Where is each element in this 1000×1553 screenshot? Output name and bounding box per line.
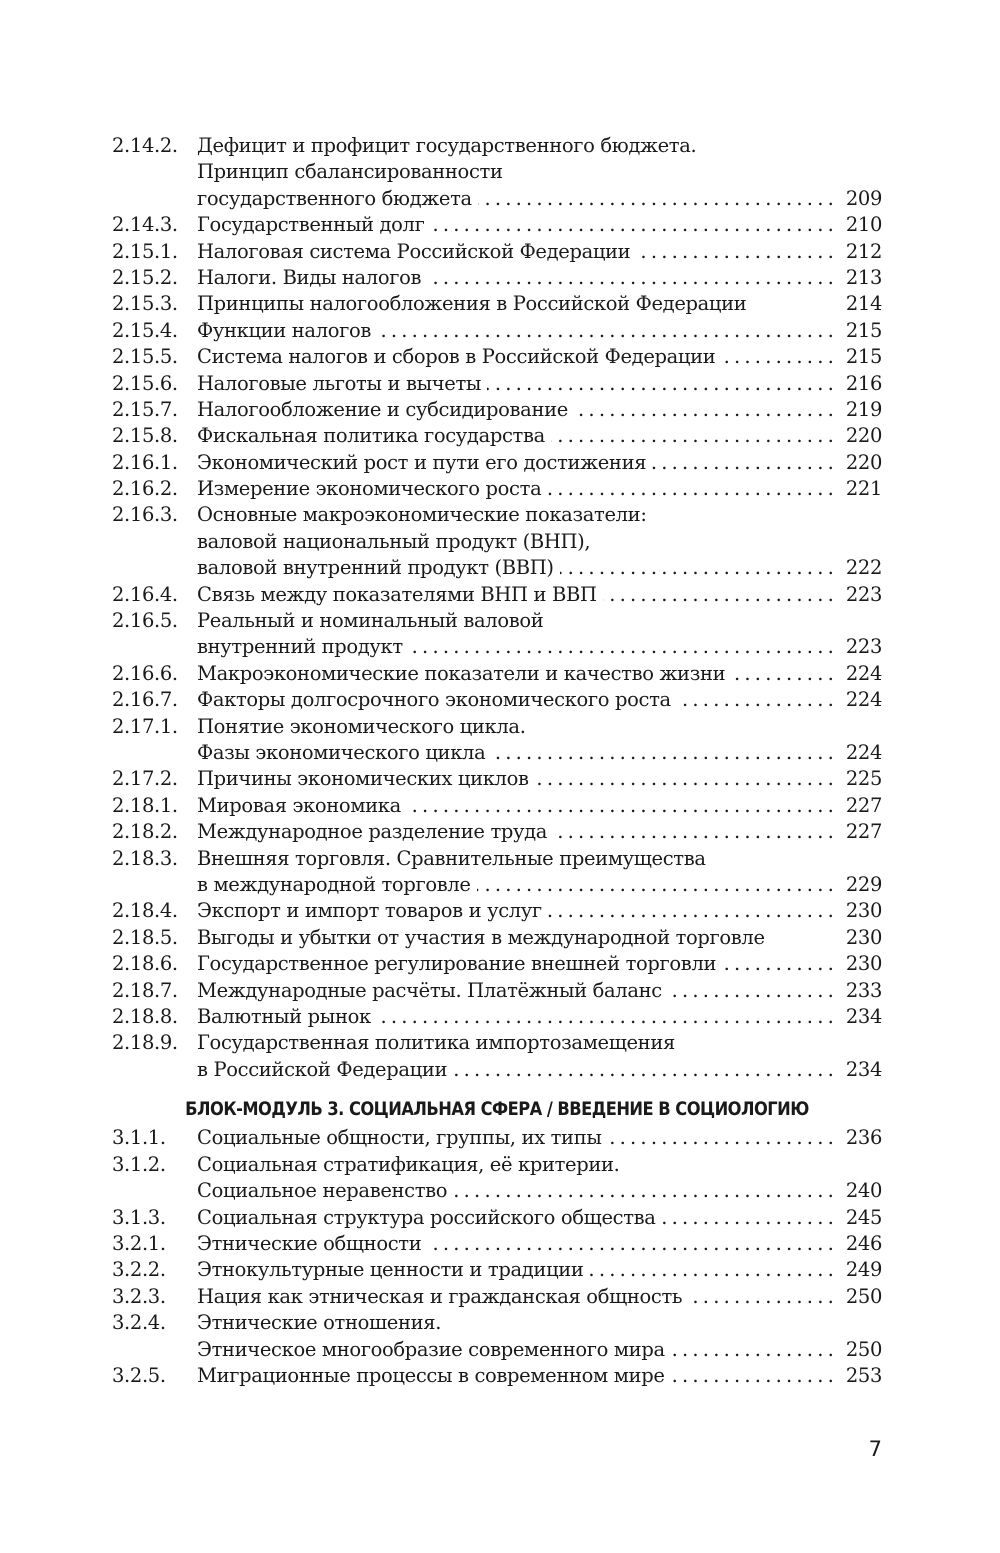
- toc-entry-title-wrap: [197, 634, 838, 660]
- dot-leader: [548, 898, 838, 924]
- toc-entry-title-wrap: [197, 898, 838, 924]
- toc-entry-title-wrap: [197, 502, 838, 528]
- toc-entry-line: [112, 1004, 882, 1030]
- toc-entry[interactable]: [112, 582, 882, 608]
- toc-entry-page: 245: [845, 1205, 882, 1229]
- toc-entry-title-wrap: [197, 1178, 838, 1204]
- toc-entry-page: 253: [845, 1363, 882, 1387]
- dot-leader: [427, 1231, 838, 1257]
- toc-entry-title: Принцип сбалансированности: [197, 159, 509, 185]
- toc-entry[interactable]: [112, 1030, 882, 1083]
- toc-entry-number: 3.2.2.: [112, 1258, 166, 1282]
- toc-entry-title: Миграционные процессы в современном мире: [197, 1363, 671, 1389]
- toc-entry-page: 223: [845, 635, 882, 659]
- dot-leader: [662, 1205, 838, 1231]
- dot-leader: [551, 423, 838, 449]
- toc-entry-title: валовой национальный продукт (ВНП),: [197, 529, 596, 555]
- toc-entry[interactable]: [112, 502, 882, 581]
- toc-entry-line: [112, 212, 882, 238]
- toc-entry-title-wrap: [197, 133, 838, 159]
- toc-entry-page: 227: [845, 793, 882, 817]
- toc-entry-number: 3.2.1.: [112, 1232, 166, 1256]
- dot-leader: [547, 476, 838, 502]
- toc-entry-page: 216: [845, 371, 882, 395]
- toc-entry[interactable]: [112, 476, 882, 502]
- toc-entry[interactable]: [112, 978, 882, 1004]
- toc-entry-line: [112, 978, 882, 1004]
- toc-entry-number: 2.15.3.: [112, 292, 178, 316]
- toc-entry-page: 220: [845, 450, 882, 474]
- toc-entry-title-wrap: [197, 978, 838, 1004]
- toc-entry-page: 230: [845, 925, 882, 949]
- toc-entry[interactable]: [112, 291, 882, 317]
- toc-entry-title-wrap: [197, 846, 838, 872]
- toc-entry[interactable]: [112, 344, 882, 370]
- toc-entry-number: 2.18.1.: [112, 793, 178, 817]
- toc-entry-title-wrap: [197, 450, 838, 476]
- dot-leader: [731, 661, 838, 687]
- toc-entry-line: [112, 925, 882, 951]
- dot-leader: [721, 344, 838, 370]
- toc-entry-title-wrap: [197, 1152, 838, 1178]
- toc-entry-title: Принципы налогообложения в Российской Федерации: [197, 291, 752, 317]
- toc-entry-page: 246: [845, 1232, 882, 1256]
- toc-entry-number: 2.16.5.: [112, 609, 178, 633]
- dot-leader: [377, 1004, 838, 1030]
- toc-entry-title: Функции налогов: [197, 318, 377, 344]
- toc-entry-line: [112, 186, 882, 212]
- toc-entry-title: Основные макроэкономические показатели:: [197, 502, 653, 528]
- toc-entry-number: 2.15.2.: [112, 265, 178, 289]
- toc-entry-line: [112, 634, 882, 660]
- toc-entry[interactable]: [112, 371, 882, 397]
- toc-entry-title: Государственная политика импортозамещения: [197, 1030, 681, 1056]
- toc-entry-number: 2.18.3.: [112, 846, 178, 870]
- toc-entry-title-wrap: [197, 661, 838, 687]
- toc-entry-page: 224: [845, 740, 882, 764]
- toc-entry-number: 3.1.1.: [112, 1126, 166, 1150]
- toc-entry-line: [112, 476, 882, 502]
- dot-leader: [636, 239, 838, 265]
- toc-entry-title-wrap: [197, 529, 838, 555]
- toc-entry[interactable]: [112, 318, 882, 344]
- toc-entry-number: 2.15.8.: [112, 424, 178, 448]
- toc-entry-page: 225: [845, 767, 882, 791]
- toc-entry-title: в Российской Федерации: [197, 1057, 453, 1083]
- toc-entry[interactable]: [112, 423, 882, 449]
- toc-entry-title-wrap: [197, 1057, 838, 1083]
- toc-entry-line: [112, 898, 882, 924]
- toc-entry-line: [112, 344, 882, 370]
- toc-entry-line: [112, 872, 882, 898]
- toc-entry-line: [112, 1284, 882, 1310]
- toc-entry-line: [112, 371, 882, 397]
- toc-entry-title-wrap: [197, 1363, 838, 1389]
- toc-entry-line: [112, 714, 882, 740]
- dot-leader: [453, 1057, 838, 1083]
- dot-leader: [487, 371, 838, 397]
- toc-entry[interactable]: [112, 608, 882, 661]
- page-number: 7: [868, 1437, 882, 1461]
- toc-entry[interactable]: [112, 239, 882, 265]
- toc-entry-number: 3.2.3.: [112, 1284, 166, 1308]
- toc-entry-page: 250: [845, 1337, 882, 1361]
- toc-entry-title-wrap: [197, 1257, 838, 1283]
- toc-entry-line: [112, 291, 882, 317]
- toc-entry-line: [112, 608, 882, 634]
- toc-entry-page: 215: [845, 318, 882, 342]
- toc-entry-title-wrap: [197, 555, 838, 581]
- toc-entry[interactable]: [112, 766, 882, 792]
- toc-entry-line: [112, 687, 882, 713]
- toc-entry-title: Международные расчёты. Платёжный баланс: [197, 978, 668, 1004]
- toc-entry-number: 2.18.7.: [112, 978, 178, 1002]
- dot-leader: [677, 687, 838, 713]
- toc-entry-number: 2.16.1.: [112, 450, 178, 474]
- toc-entry-title-wrap: [197, 397, 838, 423]
- toc-entry[interactable]: [112, 397, 882, 423]
- toc-entry[interactable]: [112, 450, 882, 476]
- toc-entry-number: 2.16.3.: [112, 503, 178, 527]
- toc-entry-title: Измерение экономического роста: [197, 476, 547, 502]
- toc-entry-line: [112, 582, 882, 608]
- toc-entry-page: 234: [845, 1004, 882, 1028]
- toc-entry-title: Фазы экономического цикла: [197, 740, 491, 766]
- toc-entry-line: [112, 1257, 882, 1283]
- toc-entry-page: 210: [845, 213, 882, 237]
- toc-entry-number: 2.15.5.: [112, 345, 178, 369]
- toc-entry[interactable]: [112, 898, 882, 924]
- toc-entry-page: 224: [845, 688, 882, 712]
- toc-entry-page: 220: [845, 424, 882, 448]
- toc-entry-title: Налоговые льготы и вычеты: [197, 371, 487, 397]
- toc-entry-title: Фискальная политика государства: [197, 423, 551, 449]
- toc-entry-page: 214: [845, 292, 882, 316]
- toc-entry-title-wrap: [197, 291, 838, 317]
- toc-entry-page: 224: [845, 661, 882, 685]
- toc-entry-number: 3.2.5.: [112, 1363, 166, 1387]
- toc-entry-line: [112, 133, 882, 159]
- toc-entry-title: Социальная стратификация, её критерии.: [197, 1152, 626, 1178]
- toc-entry[interactable]: [112, 1004, 882, 1030]
- toc-entry[interactable]: [112, 846, 882, 899]
- dot-leader: [560, 555, 838, 581]
- toc-entry-line: [112, 793, 882, 819]
- toc-entry-line: [112, 502, 882, 528]
- toc-entry-line: [112, 766, 882, 792]
- toc-entry-title-wrap: [197, 265, 838, 291]
- toc-entry-title: государственного бюджета: [197, 186, 478, 212]
- dot-leader: [671, 1337, 838, 1363]
- toc-entry[interactable]: [112, 925, 882, 951]
- toc-entry-number: 2.17.2.: [112, 767, 178, 791]
- toc-entry-title-wrap: [197, 872, 838, 898]
- toc-entry[interactable]: [112, 265, 882, 291]
- toc-entry-number: 2.15.7.: [112, 397, 178, 421]
- toc-entry-title-wrap: [197, 1231, 838, 1257]
- toc-entry-line: [112, 1030, 882, 1056]
- toc-entry-number: 2.18.4.: [112, 899, 178, 923]
- toc-entry-page: 234: [845, 1057, 882, 1081]
- toc-entry-page: 233: [845, 978, 882, 1002]
- toc-entry-title: Система налогов и сборов в Российской Федерации: [197, 344, 721, 370]
- dot-leader: [407, 793, 838, 819]
- toc-entry-page: 236: [845, 1126, 882, 1150]
- toc-entry-line: [112, 740, 882, 766]
- toc-entry-title-wrap: [197, 1337, 838, 1363]
- toc-entry-line: [112, 661, 882, 687]
- toc-entry-title: внутренний продукт: [197, 634, 409, 660]
- toc-entry[interactable]: [112, 951, 882, 977]
- toc-entry-title: Этнокультурные ценности и традиции: [197, 1257, 590, 1283]
- toc-entry-line: [112, 1205, 882, 1231]
- dot-leader: [671, 1363, 838, 1389]
- toc-entry-number: 2.15.4.: [112, 318, 178, 342]
- toc-entry-line: [112, 1337, 882, 1363]
- toc-entry-title-wrap: [197, 1205, 838, 1231]
- dot-leader: [409, 634, 838, 660]
- toc-entry-title: Этнические отношения.: [197, 1310, 447, 1336]
- toc-entry-number: 3.2.4.: [112, 1311, 166, 1335]
- toc-entry-line: [112, 1125, 882, 1151]
- toc-entry-line: [112, 1231, 882, 1257]
- toc-entry-title: Государственный долг: [197, 212, 430, 238]
- toc-entry[interactable]: [112, 793, 882, 819]
- dot-leader: [453, 1178, 838, 1204]
- toc-entry-page: 229: [845, 872, 882, 896]
- toc-entry-title-wrap: [197, 766, 838, 792]
- toc-entry-number: 2.14.3.: [112, 213, 178, 237]
- toc-entry-number: 2.15.1.: [112, 239, 178, 263]
- toc-entry[interactable]: [112, 1205, 882, 1231]
- toc-entry[interactable]: [112, 1152, 882, 1205]
- toc-entry-line: [112, 951, 882, 977]
- toc-entry-number: 3.1.2.: [112, 1152, 166, 1176]
- toc-entry-title: Социальная структура российского общества: [197, 1205, 662, 1231]
- toc-entry-title: Государственное регулирование внешней торговли: [197, 951, 722, 977]
- toc-entry-title-wrap: [197, 608, 838, 634]
- toc-entry-page: 209: [845, 186, 882, 210]
- toc-entry-title: Социальные общности, группы, их типы: [197, 1125, 608, 1151]
- dot-leader: [477, 872, 838, 898]
- toc-entry[interactable]: [112, 714, 882, 767]
- toc-entry-title: Выгоды и убытки от участия в международной торговле: [197, 925, 771, 951]
- toc-entry-title: Нация как этническая и гражданская общность: [197, 1284, 688, 1310]
- toc-entry-title-wrap: [197, 714, 838, 740]
- toc-entry-line: [112, 450, 882, 476]
- toc-entry-page: 240: [845, 1179, 882, 1203]
- toc-entry[interactable]: [112, 212, 882, 238]
- toc-entry-title-wrap: [197, 925, 838, 951]
- toc-entry-title-wrap: [197, 582, 838, 608]
- toc-entry-title: Налоговая система Российской Федерации: [197, 239, 636, 265]
- toc-entry-number: 2.16.7.: [112, 688, 178, 712]
- toc-entry-title: Международное разделение труда: [197, 819, 553, 845]
- toc-entry-line: [112, 529, 882, 555]
- section-heading: БЛОК-МОДУЛЬ 3. СОЦИАЛЬНАЯ СФЕРА / ВВЕДЕНИЕ В СОЦИОЛОГИЮ: [185, 1099, 809, 1121]
- toc-entry-number: 2.15.6.: [112, 371, 178, 395]
- toc-entry-number: 2.16.2.: [112, 477, 178, 501]
- toc-entry-title: валовой внутренний продукт (ВВП): [197, 555, 560, 581]
- toc-entry-line: [112, 318, 882, 344]
- toc-entry-title: Валютный рынок: [197, 1004, 377, 1030]
- toc-entry-title: Этнические общности: [197, 1231, 427, 1257]
- toc-entry-number: 2.16.4.: [112, 582, 178, 606]
- toc-entry-title-wrap: [197, 793, 838, 819]
- toc-entry-line: [112, 239, 882, 265]
- toc-entry[interactable]: [112, 1257, 882, 1283]
- toc-entry-line: [112, 819, 882, 845]
- toc-entry[interactable]: [112, 1363, 882, 1389]
- dot-leader: [590, 1257, 838, 1283]
- toc-entry-line: [112, 1057, 882, 1083]
- toc-entry-title-wrap: [197, 212, 838, 238]
- toc-entry-title-wrap: [197, 1125, 838, 1151]
- toc-entry-title: Макроэкономические показатели и качество жизни: [197, 661, 731, 687]
- toc-entry-page: 223: [845, 582, 882, 606]
- toc-entry-number: 2.17.1.: [112, 714, 178, 738]
- toc-entry-title-wrap: [197, 740, 838, 766]
- dot-leader: [668, 978, 838, 1004]
- toc-entry-number: 2.18.9.: [112, 1031, 178, 1055]
- toc-entry-number: 2.18.8.: [112, 1004, 178, 1028]
- toc-entry-title-wrap: [197, 423, 838, 449]
- toc-entry-page: 215: [845, 345, 882, 369]
- dot-leader: [491, 740, 838, 766]
- dot-leader: [608, 1125, 838, 1151]
- toc-entry-title: Налоги. Виды налогов: [197, 265, 427, 291]
- toc-entry-title-wrap: [197, 687, 838, 713]
- toc-entry-page: 230: [845, 899, 882, 923]
- toc-entry[interactable]: [112, 819, 882, 845]
- toc-entry-title-wrap: [197, 1004, 838, 1030]
- toc-entry-title-wrap: [197, 1310, 838, 1336]
- toc-entry[interactable]: [112, 661, 882, 687]
- dot-leader: [535, 766, 838, 792]
- toc-entry-title: Понятие экономического цикла.: [197, 714, 532, 740]
- toc-entry-page: 222: [845, 556, 882, 580]
- dot-leader: [722, 951, 838, 977]
- toc-entry-line: [112, 423, 882, 449]
- toc-entry-title: Факторы долгосрочного экономического роста: [197, 687, 677, 713]
- toc-entry-title-wrap: [197, 1284, 838, 1310]
- toc-entry-title: Налогообложение и субсидирование: [197, 397, 574, 423]
- toc-entry-title-wrap: [197, 819, 838, 845]
- toc-entry[interactable]: [112, 133, 882, 212]
- table-of-contents: [112, 133, 882, 1389]
- toc-entry-title: Экспорт и импорт товаров и услуг: [197, 898, 548, 924]
- toc-entry-number: 2.18.2.: [112, 820, 178, 844]
- toc-entry-line: [112, 1178, 882, 1204]
- toc-entry-title-wrap: [197, 476, 838, 502]
- dot-leader: [553, 819, 838, 845]
- toc-entry-number: 2.18.6.: [112, 952, 178, 976]
- toc-entry-title: Причины экономических циклов: [197, 766, 535, 792]
- toc-entry-line: [112, 555, 882, 581]
- toc-entry-title-wrap: [197, 318, 838, 344]
- toc-entry-title-wrap: [197, 344, 838, 370]
- toc-entry-title: Мировая экономика: [197, 793, 407, 819]
- toc-entry-line: [112, 265, 882, 291]
- toc-entry-page: 250: [845, 1284, 882, 1308]
- dot-leader: [652, 450, 838, 476]
- toc-section-social: [112, 1125, 882, 1389]
- toc-entry-title-wrap: [197, 186, 838, 212]
- toc-entry-title-wrap: [197, 1030, 838, 1056]
- toc-entry-page: 219: [845, 397, 882, 421]
- toc-entry-title: Этническое многообразие современного мира: [197, 1337, 671, 1363]
- toc-entry-title-wrap: [197, 371, 838, 397]
- toc-entry-line: [112, 846, 882, 872]
- toc-entry-line: [112, 1152, 882, 1178]
- dot-leader: [688, 1284, 838, 1310]
- toc-entry-title: Связь между показателями ВНП и ВВП: [197, 582, 603, 608]
- toc-entry-title: Реальный и номинальный валовой: [197, 608, 549, 634]
- toc-entry[interactable]: [112, 687, 882, 713]
- toc-entry-page: 249: [845, 1258, 882, 1282]
- toc-entry-line: [112, 159, 882, 185]
- toc-entry-line: [112, 397, 882, 423]
- dot-leader: [478, 186, 838, 212]
- toc-entry-title: Внешняя торговля. Сравнительные преимущества: [197, 846, 712, 872]
- toc-entry-title-wrap: [197, 239, 838, 265]
- toc-entry-title: в международной торговле: [197, 872, 477, 898]
- toc-entry-title: Социальное неравенство: [197, 1178, 453, 1204]
- toc-entry[interactable]: [112, 1231, 882, 1257]
- toc-entry-number: 3.1.3.: [112, 1205, 166, 1229]
- dot-leader: [603, 582, 838, 608]
- toc-entry-page: 221: [845, 477, 882, 501]
- dot-leader: [427, 265, 838, 291]
- toc-entry-title: Дефицит и профицит государственного бюджета.: [197, 133, 702, 159]
- toc-entry[interactable]: [112, 1284, 882, 1310]
- toc-entry-line: [112, 1363, 882, 1389]
- toc-entry-page: 230: [845, 952, 882, 976]
- toc-entry-number: 2.18.5.: [112, 925, 178, 949]
- dot-leader: [574, 397, 838, 423]
- toc-section-economy: [112, 133, 882, 1083]
- toc-entry-page: 213: [845, 265, 882, 289]
- toc-entry[interactable]: [112, 1125, 882, 1151]
- toc-entry-title-wrap: [197, 159, 838, 185]
- toc-entry-line: [112, 1310, 882, 1336]
- toc-entry[interactable]: [112, 1310, 882, 1363]
- toc-entry-page: 212: [845, 239, 882, 263]
- dot-leader: [377, 318, 838, 344]
- toc-entry-title-wrap: [197, 951, 838, 977]
- toc-entry-number: 2.16.6.: [112, 661, 178, 685]
- dot-leader: [430, 212, 838, 238]
- toc-entry-number: 2.14.2.: [112, 134, 178, 157]
- toc-entry-page: 227: [845, 820, 882, 844]
- toc-entry-title: Экономический рост и пути его достижения: [197, 450, 652, 476]
